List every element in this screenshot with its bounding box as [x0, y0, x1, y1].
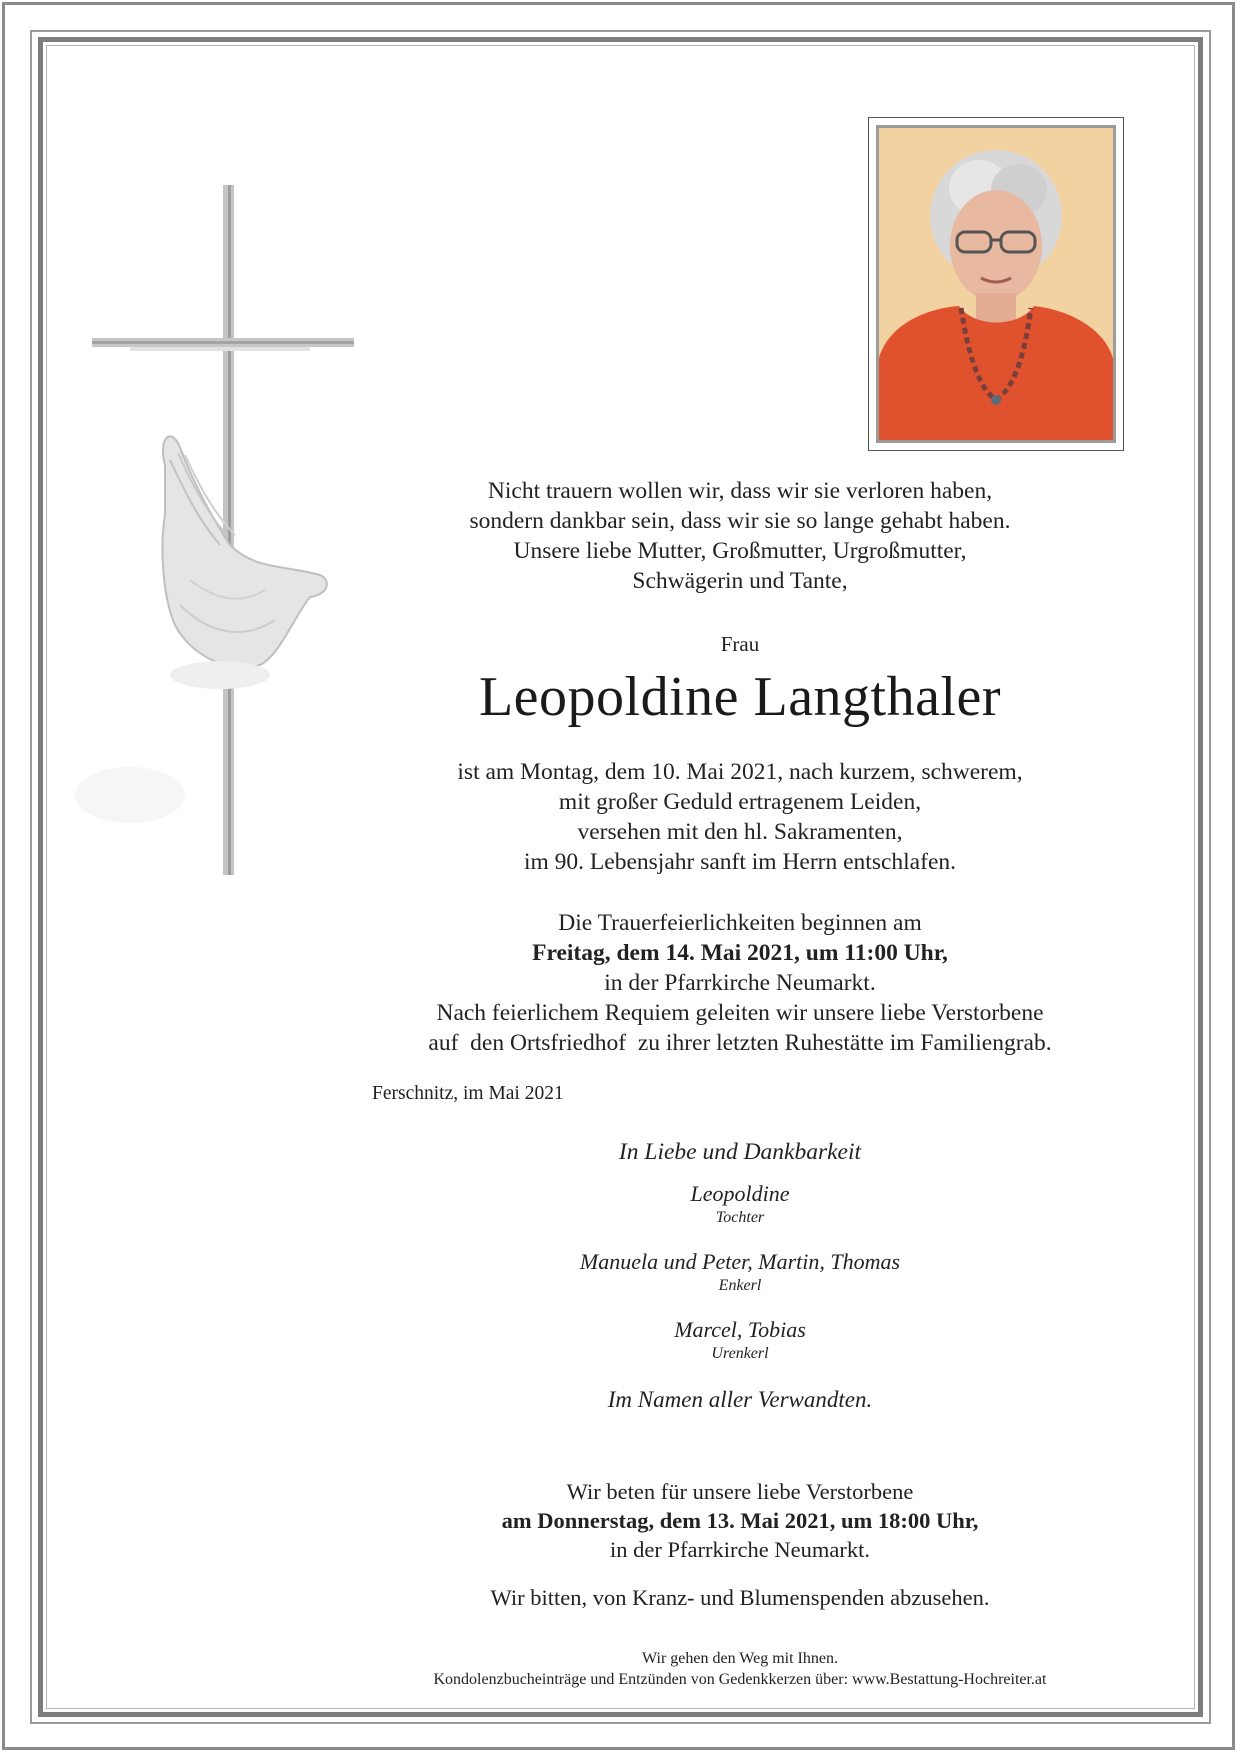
mourner-names: Leopoldine: [690, 1181, 790, 1206]
title-prefix: Frau: [720, 632, 760, 656]
place-date: Ferschnitz, im Mai 2021: [372, 1083, 564, 1104]
praying-hands-icon: [162, 436, 326, 689]
funeral-info: [360, 908, 1120, 1058]
death-notice: [360, 757, 1120, 877]
deceased-name: Leopoldine Langthaler: [478, 666, 1002, 728]
footer: [360, 1648, 1120, 1690]
poem-line: Nicht trauern wollen wir, dass wir sie verloren haben,: [487, 478, 993, 504]
funeral-place: in der Pfarrkirche Neumarkt.: [604, 970, 876, 996]
death-notice-line: im 90. Lebensjahr sanft im Herrn entschlafen.: [524, 849, 956, 875]
prayer-place: in der Pfarrkirche Neumarkt.: [610, 1537, 870, 1562]
mourner-relation: Urenkerl: [711, 1345, 769, 1362]
portrait-illustration: [879, 128, 1113, 440]
poem-line: sondern dankbar sein, dass wir sie so lange gehabt haben.: [469, 508, 1011, 534]
death-notice-line: ist am Montag, dem 10. Mai 2021, nach kurzem, schwerem,: [457, 759, 1023, 785]
mourner-names: Manuela und Peter, Martin, Thomas: [579, 1249, 901, 1274]
flowers-note: Wir bitten, von Kranz- und Blumenspenden abzusehen.: [490, 1585, 990, 1610]
prayer-info: [360, 1477, 1120, 1564]
poem-line: Schwägerin und Tante,: [632, 568, 848, 594]
intro-poem: [360, 476, 1120, 596]
portrait-photo: [876, 125, 1116, 443]
mourner-relation: Tochter: [715, 1209, 765, 1226]
mourners-closing: Im Namen aller Verwandten.: [607, 1387, 873, 1412]
death-notice-line: mit großer Geduld ertragenem Leiden,: [558, 789, 922, 815]
funeral-intro: Die Trauerfeierlichkeiten beginnen am: [558, 910, 922, 936]
funeral-date: Freitag, dem 14. Mai 2021, um 11:00 Uhr,: [532, 940, 948, 966]
mourners-section: [360, 1136, 1120, 1416]
footer-line: Wir gehen den Weg mit Ihnen.: [642, 1650, 838, 1667]
footer-line: Kondolenzbucheinträge und Entzünden von Gedenkkerzen über: www.Bestattung-Hochreiter.at: [433, 1671, 1047, 1688]
funeral-burial: auf den Ortsfriedhof zu ihrer letzten Ruhestätte im Familiengrab.: [428, 1030, 1052, 1056]
mourners-heading: In Liebe und Dankbarkeit: [618, 1139, 862, 1165]
prayer-date: am Donnerstag, dem 13. Mai 2021, um 18:00 Uhr,: [501, 1508, 979, 1533]
mourner-relation: Enkerl: [718, 1277, 762, 1294]
prayer-intro: Wir beten für unsere liebe Verstorbene: [566, 1479, 914, 1504]
portrait-frame: [868, 117, 1124, 451]
funeral-procession: Nach feierlichem Requiem geleiten wir unsere liebe Verstorbene: [436, 1000, 1044, 1026]
cross-with-praying-hands: [70, 185, 370, 905]
poem-line: Unsere liebe Mutter, Großmutter, Urgroßmutter,: [513, 538, 967, 564]
death-notice-line: versehen mit den hl. Sakramenten,: [577, 819, 903, 845]
mourner-names: Marcel, Tobias: [674, 1317, 806, 1342]
